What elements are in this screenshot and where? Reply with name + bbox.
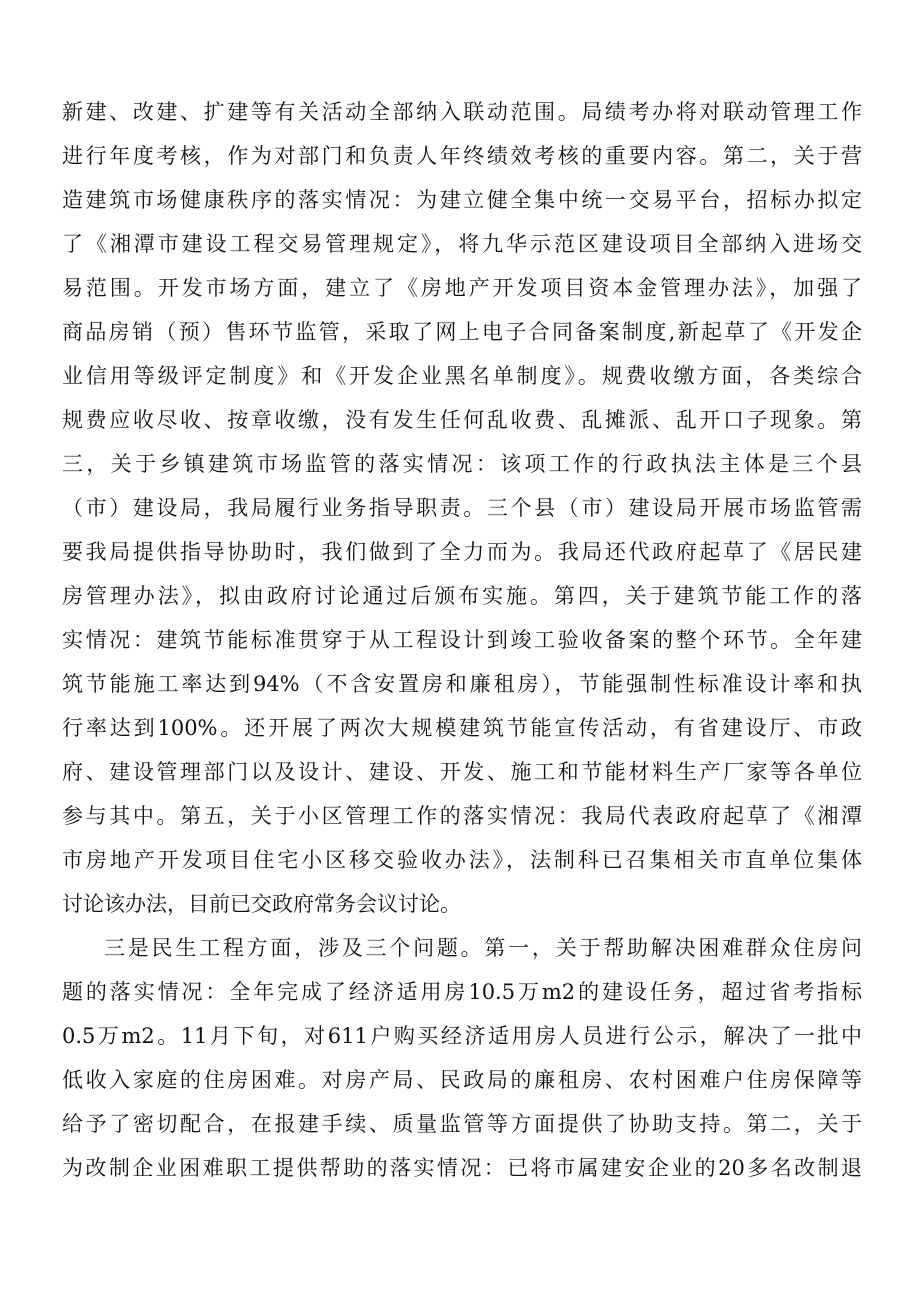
paragraph-1-line-12: 房管理办法》，拟由政府讨论通过后颁布实施。第四，关于建筑节能工作的落 — [62, 584, 862, 608]
paragraph-1-line-13: 实情况：建筑节能标准贯穿于从工程设计到竣工验收备案的整个环节。全年建 — [62, 628, 862, 652]
paragraph-1-line-2: 进行年度考核，作为对部门和负责人年终绩效考核的重要内容。第二，关于营 — [62, 144, 862, 168]
paragraph-2-line-1: 三是民生工程方面，涉及三个问题。第一，关于帮助解决困难群众住房问 — [104, 936, 862, 960]
paragraph-1-line-15: 行率达到100%。还开展了两次大规模建筑节能宣传活动，有省建设厅、市政 — [62, 716, 862, 740]
paragraph-2-line-5: 给予了密切配合，在报建手续、质量监管等方面提供了协助支持。第二，关于 — [62, 1112, 862, 1136]
paragraph-1-line-19: 讨论该办法，目前已交政府常务会议讨论。 — [62, 892, 461, 916]
paragraph-1-line-11: 要我局提供指导协助时，我们做到了全力而为。我局还代政府起草了《居民建 — [62, 540, 862, 564]
paragraph-1-line-1: 新建、改建、扩建等有关活动全部纳入联动范围。局绩考办将对联动管理工作 — [62, 100, 862, 124]
paragraph-1-line-4: 了《湘潭市建设工程交易管理规定》，将九华示范区建设项目全部纳入进场交 — [62, 232, 862, 256]
paragraph-2-line-3: 0.5万m2。11月下旬，对611户购买经济适用房人员进行公示，解决了一批中 — [62, 1024, 862, 1048]
paragraph-1-line-18: 市房地产开发项目住宅小区移交验收办法》，法制科已召集相关市直单位集体 — [62, 848, 862, 872]
paragraph-1-line-6: 商品房销（预）售环节监管，采取了网上电子合同备案制度,新起草了《开发企 — [62, 320, 862, 344]
paragraph-1-line-8: 规费应收尽收、按章收缴，没有发生任何乱收费、乱摊派、乱开口子现象。第 — [62, 408, 862, 432]
paragraph-1-line-14: 筑节能施工率达到94%（不含安置房和廉租房），节能强制性标准设计率和执 — [62, 672, 862, 696]
paragraph-1-line-9: 三，关于乡镇建筑市场监管的落实情况：该项工作的行政执法主体是三个县 — [62, 452, 862, 476]
paragraph-2-line-2: 题的落实情况：全年完成了经济适用房10.5万m2的建设任务，超过省考指标 — [62, 980, 862, 1004]
paragraph-1-line-7: 业信用等级评定制度》和《开发企业黑名单制度》。规费收缴方面，各类综合 — [62, 364, 862, 388]
paragraph-1-line-17: 参与其中。第五，关于小区管理工作的落实情况：我局代表政府起草了《湘潭 — [62, 804, 862, 828]
paragraph-1-line-3: 造建筑市场健康秩序的落实情况：为建立健全集中统一交易平台，招标办拟定 — [62, 188, 862, 212]
paragraph-2-line-6: 为改制企业困难职工提供帮助的落实情况：已将市属建安企业的20多名改制退 — [62, 1156, 862, 1180]
paragraph-1-line-10: （市）建设局，我局履行业务指导职责。三个县（市）建设局开展市场监管需 — [62, 496, 862, 520]
paragraph-1-line-5: 易范围。开发市场方面，建立了《房地产开发项目资本金管理办法》，加强了 — [62, 276, 862, 300]
paragraph-1-line-16: 府、建设管理部门以及设计、建设、开发、施工和节能材料生产厂家等各单位 — [62, 760, 862, 784]
paragraph-2-line-4: 低收入家庭的住房困难。对房产局、民政局的廉租房、农村困难户住房保障等 — [62, 1068, 862, 1092]
